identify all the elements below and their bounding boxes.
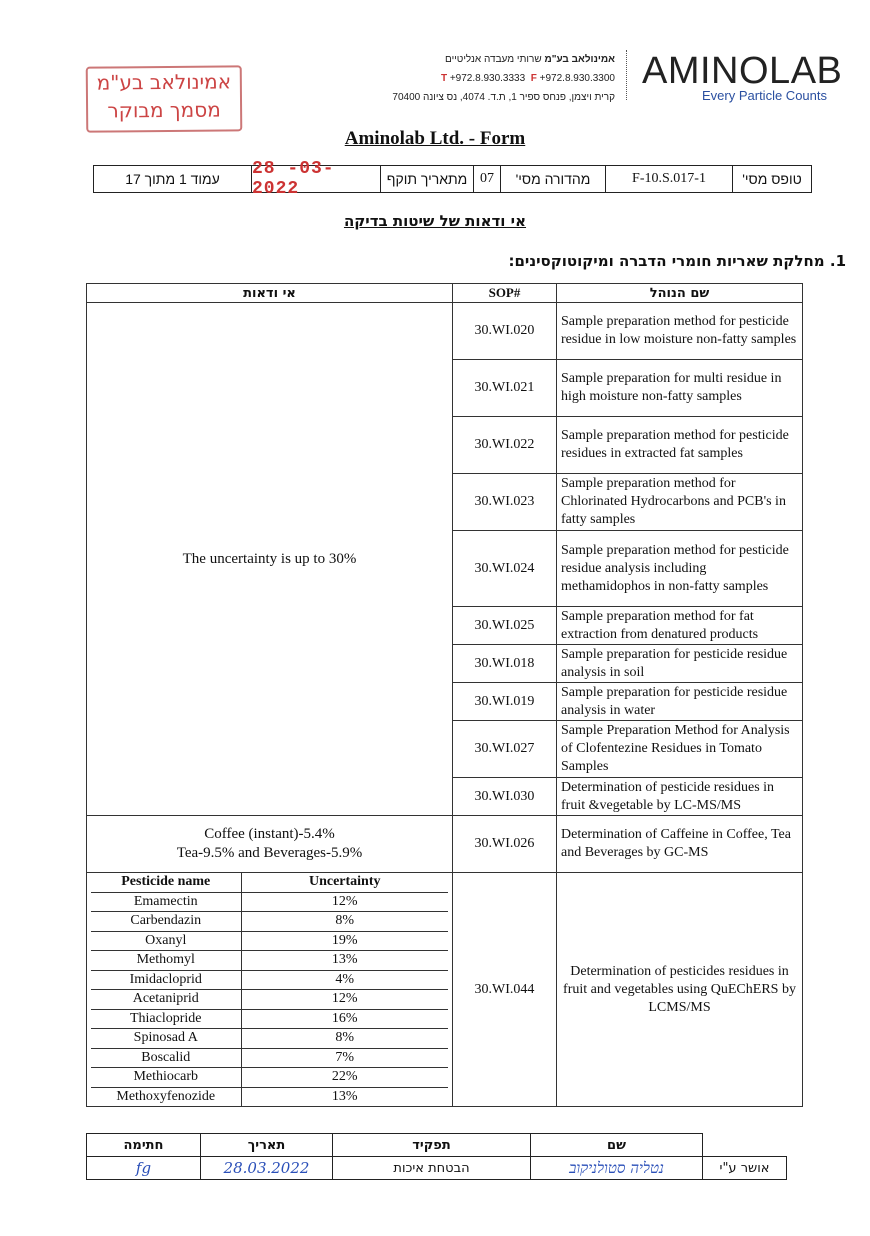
company-address: קרית ויצמן, פנחס ספיר 1, ת.ד. 4074, נס ציונה 70400 xyxy=(392,92,615,103)
pesticide-uncertainty: 13% xyxy=(241,951,448,971)
sop-cell: 30.WI.027 xyxy=(453,721,557,778)
approval-date: 28.03.2022 xyxy=(201,1157,333,1180)
pesticide-row xyxy=(91,951,448,971)
form-title: Aminolab Ltd. - Form xyxy=(344,128,526,149)
form-number: F-10.S.017-1 xyxy=(605,166,732,192)
table-row-quechers xyxy=(87,873,803,1107)
pesticide-uncertainty: 8% xyxy=(241,912,448,932)
pesticide-name: Oxanyl xyxy=(91,931,241,951)
pesticide-name: Emamectin xyxy=(91,892,241,912)
pesticide-row xyxy=(91,1029,448,1049)
valid-from-label: מתאריך תוקף xyxy=(380,166,473,192)
version-label: מהדורה מסי' xyxy=(500,166,605,192)
pesticide-uncertainty: 13% xyxy=(241,1087,448,1106)
pesticide-name: Acetaniprid xyxy=(91,990,241,1010)
section-title: 1. מחלקת שאריות חומרי הדברה ומיקוטוקסינים: xyxy=(508,252,846,270)
procedure-name-cell: Sample Preparation Method for Analysis of Clofentezine Residues in Tomato Samples xyxy=(557,721,803,778)
approved-by-label: אושר ע"י xyxy=(703,1157,787,1180)
col-header-name: שם xyxy=(531,1134,703,1157)
col-header-role: תפקיד xyxy=(333,1134,531,1157)
col-header-pesticide-name: Pesticide name xyxy=(91,873,241,892)
pesticide-uncertainty: 12% xyxy=(241,892,448,912)
procedure-name-cell: Determination of pesticides residues in fruit and vegetables using QuEChERS by LCMS/MS xyxy=(557,873,803,1107)
pesticide-name: Spinosad A xyxy=(91,1029,241,1049)
approver-role: הבטחת איכות xyxy=(333,1157,531,1180)
sop-cell: 30.WI.019 xyxy=(453,683,557,721)
pesticide-row xyxy=(91,970,448,990)
pesticide-name: Imidacloprid xyxy=(91,970,241,990)
sop-cell: 30.WI.044 xyxy=(453,873,557,1107)
sop-cell: 30.WI.020 xyxy=(453,303,557,360)
pesticide-name: Carbendazin xyxy=(91,912,241,932)
pesticide-name: Methomyl xyxy=(91,951,241,971)
pesticide-row xyxy=(91,1048,448,1068)
pesticide-row xyxy=(91,912,448,932)
procedure-name-cell: Sample preparation method for fat extraction from denatured products xyxy=(557,607,803,645)
col-header-sop: SOP# xyxy=(453,284,557,303)
document-heading: אי ודאות של שיטות בדיקה xyxy=(343,212,527,230)
group-uncertainty: The uncertainty is up to 30% xyxy=(87,303,453,816)
phones xyxy=(360,69,615,88)
pesticide-row xyxy=(91,990,448,1010)
procedure-name-cell: Sample preparation method for pesticide residue in low moisture non-fatty samples xyxy=(557,303,803,360)
col-header-uncertainty: אי ודאות xyxy=(87,284,453,303)
stamp-line-1: אמינולאב בע"מ xyxy=(96,69,232,95)
form-info-row xyxy=(93,159,812,199)
pesticide-uncertainty: 8% xyxy=(241,1029,448,1049)
col-header-signature: חתימה xyxy=(87,1134,201,1157)
valid-date-stamp xyxy=(251,159,380,199)
fax-label: F xyxy=(530,73,537,84)
procedure-name-cell: Sample preparation method for pesticide residues in extracted fat samples xyxy=(557,417,803,474)
approver-name: נטליה סטולניקוב xyxy=(531,1157,703,1180)
pesticide-header-row xyxy=(91,873,448,892)
procedure-name-cell: Determination of Caffeine in Coffee, Tea and Beverages by GC-MS xyxy=(557,816,803,873)
pesticide-row xyxy=(91,892,448,912)
company-description: שרותי מעבדה אנליטיים xyxy=(445,54,542,65)
caffeine-uncertainty-line-1: Coffee (instant)-5.4% xyxy=(204,826,335,842)
pesticide-uncertainty-table xyxy=(91,873,448,1106)
col-header-procedure-name: שם הנוהל xyxy=(557,284,803,303)
procedure-name-cell: Sample preparation for multi residue in high moisture non-fatty samples xyxy=(557,360,803,417)
pesticide-row xyxy=(91,931,448,951)
pesticide-row xyxy=(91,1068,448,1088)
aminolab-logo: AMINOLAB xyxy=(642,50,843,92)
sop-cell: 30.WI.023 xyxy=(453,474,557,531)
approval-header-row xyxy=(87,1134,787,1157)
pesticide-row xyxy=(91,1087,448,1106)
table-row xyxy=(87,303,803,360)
form-number-label: טופס מסי' xyxy=(732,166,811,192)
stamp-line-2: מסמך מבוקר xyxy=(107,97,221,123)
approval-row xyxy=(87,1157,787,1180)
pesticide-uncertainty-cell xyxy=(87,873,453,1107)
logo-tagline: Every Particle Counts xyxy=(702,88,827,103)
approval-table xyxy=(86,1133,787,1180)
procedure-name-cell: Sample preparation for pesticide residue analysis in water xyxy=(557,683,803,721)
approval-header-spacer xyxy=(703,1134,787,1157)
procedure-name-cell: Sample preparation method for Chlorinated Hydrocarbons and PCB's in fatty samples xyxy=(557,474,803,531)
valid-date: 28 -03- 2022 xyxy=(252,159,335,199)
company-contact xyxy=(360,50,615,107)
pesticide-uncertainty: 16% xyxy=(241,1009,448,1029)
table-row-caffeine xyxy=(87,816,803,873)
company-name: אמינולאב בע"מ xyxy=(544,54,615,65)
sop-cell: 30.WI.025 xyxy=(453,607,557,645)
pesticide-name: Methoxyfenozide xyxy=(91,1087,241,1106)
pesticide-name: Methiocarb xyxy=(91,1068,241,1088)
phone-label: T xyxy=(440,73,448,84)
pesticide-uncertainty: 19% xyxy=(241,931,448,951)
procedure-name-cell: Determination of pesticide residues in fruit &vegetable by LC-MS/MS xyxy=(557,778,803,816)
sop-cell: 30.WI.018 xyxy=(453,645,557,683)
handwritten-signature: fg xyxy=(87,1157,201,1180)
pesticide-row xyxy=(91,1009,448,1029)
controlled-document-stamp xyxy=(86,65,243,132)
pesticide-uncertainty: 4% xyxy=(241,970,448,990)
pesticide-name: Thiaclopride xyxy=(91,1009,241,1029)
col-header-pesticide-uncertainty: Uncertainty xyxy=(241,873,448,892)
sop-cell: 30.WI.022 xyxy=(453,417,557,474)
sop-cell: 30.WI.021 xyxy=(453,360,557,417)
caffeine-uncertainty-line-2: Tea-9.5% and Beverages-5.9% xyxy=(176,845,363,861)
procedure-name-cell: Sample preparation for pesticide residue analysis in soil xyxy=(557,645,803,683)
pesticide-name: Boscalid xyxy=(91,1048,241,1068)
pesticide-uncertainty: 7% xyxy=(241,1048,448,1068)
pesticide-uncertainty: 12% xyxy=(241,990,448,1010)
sop-cell: 30.WI.026 xyxy=(453,816,557,873)
col-header-date: תאריך xyxy=(201,1134,333,1157)
sop-cell: 30.WI.030 xyxy=(453,778,557,816)
pesticide-uncertainty: 22% xyxy=(241,1068,448,1088)
page-count: עמוד 1 מתוך 17 xyxy=(125,171,220,187)
sop-cell: 30.WI.024 xyxy=(453,531,557,607)
fax-number: +972.8.930.3300 xyxy=(539,73,615,84)
caffeine-uncertainty xyxy=(87,816,453,873)
version-number: 07 xyxy=(473,166,500,192)
uncertainty-table xyxy=(86,283,803,1107)
procedure-name-cell: Sample preparation method for pesticide residue analysis including methamidophos in non-fatty samples xyxy=(557,531,803,607)
table-header-row xyxy=(87,284,803,303)
phone-number: +972.8.930.3333 xyxy=(449,73,526,84)
header-divider xyxy=(626,50,627,100)
